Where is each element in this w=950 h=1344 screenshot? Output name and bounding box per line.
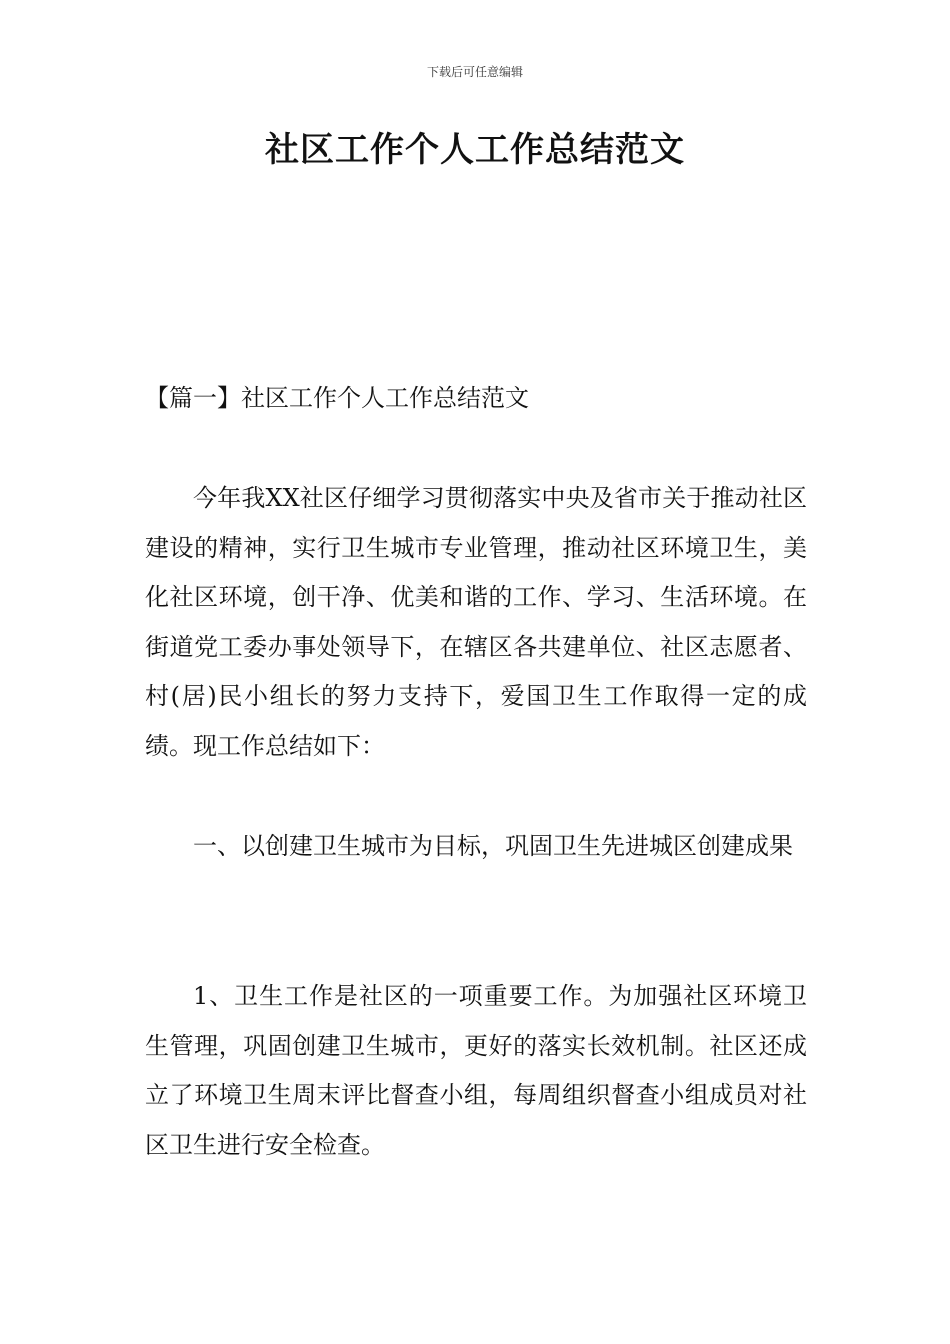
paragraph-intro: 今年我XX社区仔细学习贯彻落实中央及省市关于推动社区建设的精神，实行卫生城市专业管理，推动社区环境卫生，美化社区环境，创干净、优美和谐的工作、学习、生活环境。在街道党工委办事处领导下，在辖区各共建单位、社区志愿者、村(居)民小组长的努力支持下，爱国卫生工作取得一定的成绩。现工作总结如下： xyxy=(145,484,807,760)
document-title: 社区工作个人工作总结范文 xyxy=(265,130,685,170)
header-note: 下载后可任意编辑 xyxy=(426,65,523,79)
paragraph-item-one: 1、卫生工作是社区的一项重要工作。为加强社区环境卫生管理，巩固创建卫生城市，更好的落实长效机制。社区还成立了环境卫生周末评比督查小组，每周组织督查小组成员对社区卫生进行安全检查。 xyxy=(145,982,807,1159)
section-heading: 【篇一】社区工作个人工作总结范文 xyxy=(145,384,529,412)
paragraph-section-one: 一、以创建卫生城市为目标，巩固卫生先进城区创建成果 xyxy=(193,832,793,860)
